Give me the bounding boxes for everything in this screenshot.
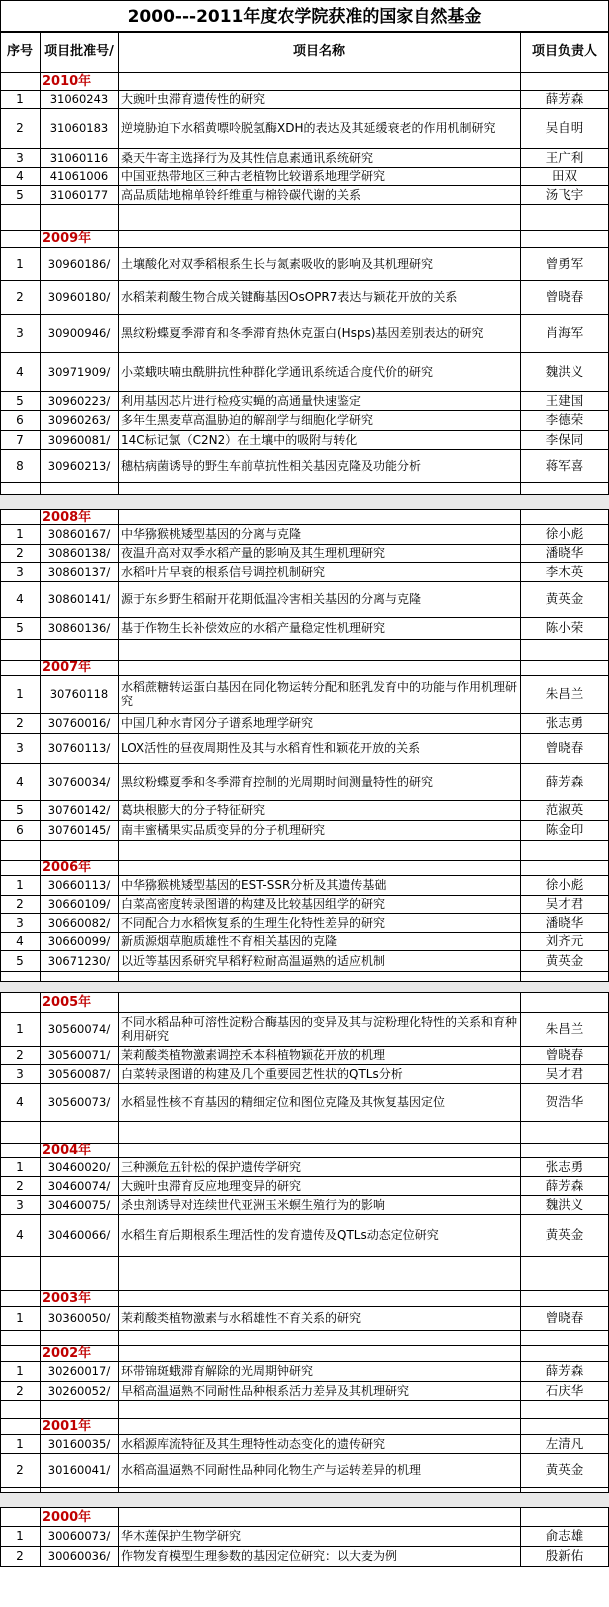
grid-line bbox=[118, 1290, 119, 1345]
row-project-name: 中国几种水青冈分子谱系地理学研究 bbox=[121, 716, 314, 730]
grid-line bbox=[118, 230, 119, 502]
row-project-name: 新质源烟草胞质雄性不育相关基因的克隆 bbox=[121, 934, 338, 948]
row-index: 1 bbox=[16, 1364, 24, 1378]
row-index: 2 bbox=[16, 121, 24, 135]
row-index: 4 bbox=[16, 1228, 24, 1242]
row-project-name: 源于东乡野生稻耐开花期低温冷害相关基因的分离与克隆 bbox=[121, 592, 422, 606]
row-project-name: 小菜蛾呋喃虫酰肼抗性种群化学通讯系统适合度代价的研究 bbox=[121, 364, 434, 379]
row-index: 5 bbox=[16, 393, 24, 408]
row-project-name: 早稻高温逼熟不同耐性品种根系活力差异及其机理研究 bbox=[121, 1383, 410, 1398]
row-person: 肖海军 bbox=[545, 325, 584, 340]
row-person: 潘晓华 bbox=[545, 914, 584, 930]
row-index: 3 bbox=[16, 1066, 24, 1081]
row-index: 2 bbox=[16, 1048, 24, 1062]
row-code: 30460066/ bbox=[47, 1228, 111, 1242]
grid-line bbox=[0, 204, 609, 205]
row-index: 2 bbox=[16, 1383, 24, 1398]
row-code: 31060243 bbox=[49, 92, 109, 106]
row-code: 30760118 bbox=[49, 687, 109, 701]
row-index: 1 bbox=[16, 527, 24, 541]
grid-line bbox=[118, 1345, 119, 1418]
row-code: 30760034/ bbox=[47, 774, 111, 789]
row-person: 陈小荣 bbox=[545, 620, 584, 635]
row-person: 黄英金 bbox=[545, 952, 584, 968]
row-index: 5 bbox=[16, 953, 24, 968]
row-project-name: 水稻显性核不育基因的精细定位和图位克隆及其恢复基因定位 bbox=[121, 1095, 446, 1109]
row-project-name: 水稻蔗糖转运蛋白基因在同化物运转分配和胚乳发育中的功能与作用机理研究 bbox=[121, 680, 518, 708]
grid-line bbox=[0, 1143, 1, 1290]
grid-line bbox=[40, 1508, 41, 1566]
grid-line bbox=[118, 32, 119, 72]
row-index: 3 bbox=[16, 150, 24, 165]
year-label: 2000年 bbox=[42, 1509, 92, 1525]
row-person: 曾晓春 bbox=[545, 740, 584, 755]
grid-line bbox=[118, 660, 119, 860]
grid-line bbox=[40, 510, 41, 660]
grid-line bbox=[520, 510, 521, 660]
row-code: 30760016/ bbox=[47, 716, 111, 730]
row-code: 30260052/ bbox=[47, 1383, 111, 1398]
row-project-name: 多年生黑麦草高温胁迫的解剖学与细胞化学研究 bbox=[121, 413, 374, 427]
year-label: 2004年 bbox=[42, 1143, 92, 1157]
grid-line bbox=[40, 230, 41, 502]
grid-line bbox=[0, 1290, 1, 1345]
row-code: 30660109/ bbox=[47, 897, 111, 911]
year-label: 2002年 bbox=[42, 1345, 92, 1361]
row-project-name: 白菜高密度转录图谱的构建及比较基因组学的研究 bbox=[121, 897, 386, 911]
row-code: 30860141/ bbox=[47, 592, 111, 606]
grid-line bbox=[40, 1418, 41, 1500]
year-label: 2003年 bbox=[42, 1290, 92, 1306]
row-code: 30360050/ bbox=[47, 1311, 111, 1325]
row-code: 30460020/ bbox=[47, 1159, 111, 1174]
row-code: 30960180/ bbox=[47, 290, 111, 304]
row-project-name: 水稻茉莉酸生物合成关键酶基因OsOPR7表达与颖花开放的关系 bbox=[121, 290, 458, 304]
grid-line bbox=[0, 482, 609, 483]
row-person: 张志勇 bbox=[545, 715, 584, 730]
grid-line bbox=[520, 1290, 521, 1345]
grid-line bbox=[0, 1256, 609, 1257]
row-project-name: 大豌叶虫滞育遗传性的研究 bbox=[121, 92, 266, 106]
row-index: 5 bbox=[16, 187, 24, 202]
grid-line bbox=[0, 840, 609, 841]
grid-line bbox=[40, 1345, 41, 1418]
row-person: 曾晓春 bbox=[545, 1310, 584, 1325]
row-code: 31060183 bbox=[49, 121, 109, 135]
grid-line bbox=[520, 660, 521, 860]
grid-line bbox=[0, 230, 1, 502]
row-code: 30260017/ bbox=[47, 1364, 111, 1378]
row-project-name: 水稻源库流特征及其生理特性动态变化的遗传研究 bbox=[121, 1436, 386, 1451]
row-person: 曾勇军 bbox=[545, 255, 584, 271]
row-index: 1 bbox=[16, 92, 24, 106]
row-code: 30660082/ bbox=[47, 915, 111, 930]
row-code: 30760142/ bbox=[47, 803, 111, 817]
year-label: 2001年 bbox=[42, 1418, 92, 1434]
row-project-name: 黑纹粉蝶夏季和冬季滞育控制的光周期时间测量特性的研究 bbox=[121, 774, 434, 789]
row-project-name: 利用基因芯片进行检疫实蝇的高通量快速鉴定 bbox=[121, 393, 362, 408]
grid-line bbox=[520, 993, 521, 1143]
header-code: 项目批准号/ bbox=[44, 44, 114, 59]
grid-line bbox=[0, 510, 1, 660]
row-code: 31060177 bbox=[49, 187, 109, 202]
row-person: 贺浩华 bbox=[545, 1094, 584, 1109]
row-project-name: 茉莉酸类植物激素与水稻雄性不育关系的研究 bbox=[121, 1311, 362, 1325]
row-code: 30960213/ bbox=[47, 458, 111, 473]
grid-line bbox=[118, 860, 119, 985]
row-index: 5 bbox=[16, 621, 24, 635]
row-person: 黄英金 bbox=[545, 1227, 584, 1242]
grid-line bbox=[520, 1418, 521, 1500]
row-person: 刘齐元 bbox=[545, 933, 584, 948]
row-person: 王广利 bbox=[545, 149, 584, 165]
row-code: 30160035/ bbox=[47, 1436, 111, 1451]
row-code: 30960081/ bbox=[47, 432, 111, 447]
row-index: 4 bbox=[16, 364, 24, 379]
year-label: 2005年 bbox=[42, 995, 92, 1010]
row-code: 30860137/ bbox=[47, 564, 111, 579]
grid-line bbox=[0, 1330, 609, 1331]
row-code: 30460075/ bbox=[47, 1197, 111, 1212]
row-index: 4 bbox=[16, 592, 24, 606]
row-code: 30460074/ bbox=[47, 1178, 111, 1193]
row-project-name: 14C标记氯（C2N2）在土壤中的吸附与转化 bbox=[121, 432, 358, 447]
grid-line bbox=[118, 1418, 119, 1500]
grid-line bbox=[0, 993, 1, 1143]
grid-line bbox=[520, 1508, 521, 1566]
row-person: 王建国 bbox=[545, 392, 584, 408]
row-project-name: 作物发育模型生理参数的基因定位研究：以大麦为例 bbox=[121, 1549, 398, 1563]
grid-line bbox=[0, 1566, 609, 1567]
row-person: 陈金印 bbox=[545, 822, 584, 837]
row-index: 3 bbox=[16, 741, 24, 755]
grid-line bbox=[0, 1345, 1, 1418]
row-project-name: 夜温升高对双季水稻产量的影响及其生理机理研究 bbox=[121, 546, 386, 560]
row-person: 薛芳森 bbox=[545, 773, 584, 789]
row-index: 5 bbox=[16, 803, 24, 817]
grid-line bbox=[0, 1400, 609, 1401]
grid-line bbox=[0, 1487, 609, 1488]
row-index: 2 bbox=[16, 290, 24, 304]
row-project-name: 南丰蜜橘果实品质变异的分子机理研究 bbox=[121, 823, 326, 837]
row-code: 30060036/ bbox=[47, 1549, 111, 1563]
row-index: 1 bbox=[16, 1529, 24, 1543]
grid-line bbox=[40, 660, 41, 860]
grid-line bbox=[40, 72, 41, 230]
row-person: 俞志雄 bbox=[545, 1528, 584, 1543]
grid-line bbox=[0, 639, 609, 640]
row-code: 30860138/ bbox=[47, 546, 111, 560]
grid-line bbox=[118, 1508, 119, 1566]
row-code: 30660099/ bbox=[47, 934, 111, 948]
row-person: 汤飞宇 bbox=[545, 186, 584, 202]
row-person: 朱昌兰 bbox=[545, 686, 584, 701]
grid-line bbox=[118, 510, 119, 660]
row-index: 4 bbox=[16, 774, 24, 789]
row-code: 31060116 bbox=[49, 150, 109, 165]
row-index: 1 bbox=[16, 878, 24, 892]
row-person: 石庆华 bbox=[545, 1382, 584, 1398]
row-code: 30860167/ bbox=[47, 527, 111, 541]
row-code: 30760145/ bbox=[47, 823, 111, 837]
row-person: 薛芳森 bbox=[545, 91, 584, 106]
grid-line bbox=[0, 860, 1, 985]
row-project-name: 白菜转录图谱的构建及几个重要园艺性状的QTLs分析 bbox=[121, 1066, 403, 1081]
grid-line bbox=[118, 993, 119, 1143]
row-code: 30860136/ bbox=[47, 621, 111, 635]
row-project-name: 穗枯病菌诱导的野生车前草抗性相关基因克隆及功能分析 bbox=[121, 458, 422, 473]
row-project-name: 茉莉酸类植物激素调控禾本科植物颖花开放的机理 bbox=[121, 1048, 386, 1062]
row-person: 李德荣 bbox=[545, 412, 584, 427]
grid-line bbox=[40, 1143, 41, 1290]
row-project-name: 水稻高温逼熟不同耐性品种同化物生产与运转差异的机理 bbox=[121, 1463, 422, 1477]
row-project-name: 土壤酸化对双季稻根系生长与氮素吸收的影响及其机理研究 bbox=[121, 256, 434, 271]
row-code: 30660113/ bbox=[47, 878, 111, 892]
row-project-name: LOX活性的昼夜周期性及其与水稻育性和颖花开放的关系 bbox=[121, 741, 421, 755]
row-person: 薛芳森 bbox=[545, 1363, 584, 1378]
row-person: 李保同 bbox=[545, 431, 584, 447]
grid-line bbox=[40, 860, 41, 985]
row-code: 30760113/ bbox=[47, 741, 111, 755]
row-index: 3 bbox=[16, 326, 24, 340]
grid-line bbox=[118, 1143, 119, 1290]
year-label: 2008年 bbox=[42, 510, 92, 524]
grid-line bbox=[0, 660, 1, 860]
header-person: 项目负责人 bbox=[531, 44, 597, 59]
grid-line bbox=[118, 72, 119, 230]
row-project-name: 以近等基因系研究早稻籽粒耐高温逼熟的适应机制 bbox=[121, 953, 386, 968]
row-code: 30160041/ bbox=[47, 1463, 111, 1477]
header-no: 序号 bbox=[6, 44, 33, 59]
row-project-name: 华木莲保护生物学研究 bbox=[121, 1529, 242, 1543]
row-code: 30560073/ bbox=[47, 1095, 111, 1109]
page-title: 2000---2011年度农学院获准的国家自然基金 bbox=[0, 0, 609, 32]
grid-line bbox=[520, 230, 521, 502]
row-code: 30560087/ bbox=[47, 1066, 111, 1081]
page-break-divider bbox=[0, 981, 609, 993]
row-project-name: 杀虫剂诱导对连续世代亚洲玉米螟生殖行为的影响 bbox=[121, 1197, 386, 1212]
row-person: 魏洪义 bbox=[545, 363, 584, 379]
row-project-name: 逆境胁迫下水稻黄嘌呤脱氢酶XDH的表达及其延缓衰老的作用机制研究 bbox=[121, 121, 496, 135]
row-project-name: 中华猕猴桃矮型基因的EST-SSR分析及其遗传基础 bbox=[121, 878, 387, 892]
grid-line bbox=[0, 1508, 1, 1566]
row-person: 黄英金 bbox=[545, 1462, 584, 1477]
row-index: 4 bbox=[16, 934, 24, 948]
row-person: 黄英金 bbox=[545, 591, 584, 606]
row-project-name: 不同配合力水稻恢复系的生理生化特性差异的研究 bbox=[121, 915, 386, 930]
year-label: 2006年 bbox=[42, 860, 92, 875]
grid-line bbox=[40, 1290, 41, 1345]
grid-line bbox=[40, 993, 41, 1143]
row-person: 殷新佑 bbox=[545, 1548, 584, 1563]
row-project-name: 环带锦斑蛾滞育解除的光周期钟研究 bbox=[121, 1364, 314, 1378]
row-project-name: 三种濒危五针松的保护遗传学研究 bbox=[121, 1159, 302, 1174]
year-label: 2009年 bbox=[42, 231, 92, 246]
row-project-name: 中国亚热带地区三种古老植物比较谱系地理学研究 bbox=[121, 169, 386, 183]
row-person: 曾晓春 bbox=[545, 289, 584, 304]
row-code: 30960223/ bbox=[47, 393, 111, 408]
row-code: 30960186/ bbox=[47, 256, 111, 271]
row-index: 6 bbox=[16, 823, 24, 837]
row-index: 1 bbox=[16, 687, 24, 701]
row-index: 3 bbox=[16, 564, 24, 579]
row-index: 1 bbox=[16, 1436, 24, 1451]
row-person: 徐小彪 bbox=[545, 877, 584, 892]
page-break-divider bbox=[0, 1492, 609, 1508]
row-person: 吴才君 bbox=[545, 1065, 584, 1081]
row-person: 左清凡 bbox=[545, 1435, 584, 1451]
grid-line bbox=[520, 860, 521, 985]
grid-line bbox=[520, 72, 521, 230]
row-index: 7 bbox=[16, 432, 24, 447]
row-code: 30960263/ bbox=[47, 413, 111, 427]
row-person: 潘晓华 bbox=[545, 545, 584, 560]
row-person: 薛芳森 bbox=[545, 1177, 584, 1193]
grid-line bbox=[0, 971, 609, 972]
row-index: 2 bbox=[16, 1463, 24, 1477]
row-project-name: 黑纹粉蝶夏季滞育和冬季滞育热休克蛋白(Hsps)基因差别表达的研究 bbox=[121, 326, 484, 340]
row-code: 30560071/ bbox=[47, 1048, 111, 1062]
grid-line bbox=[0, 1418, 1, 1500]
row-code: 30671230/ bbox=[47, 953, 111, 968]
row-index: 3 bbox=[16, 1197, 24, 1212]
row-person: 李木英 bbox=[545, 563, 584, 579]
row-project-name: 桑天牛寄主选择行为及其性信息素通讯系统研究 bbox=[121, 150, 374, 165]
row-index: 2 bbox=[16, 1178, 24, 1193]
row-person: 徐小彪 bbox=[545, 526, 584, 541]
row-project-name: 水稻生育后期根系生理活性的发育遗传及QTLs动态定位研究 bbox=[121, 1228, 439, 1242]
row-index: 2 bbox=[16, 1549, 24, 1563]
grid-line bbox=[0, 1121, 609, 1122]
row-project-name: 水稻叶片早衰的根系信号调控机制研究 bbox=[121, 564, 326, 579]
grid-line bbox=[0, 32, 1, 72]
row-person: 魏洪义 bbox=[545, 1196, 584, 1212]
row-project-name: 不同水稻品种可溶性淀粉合酶基因的变异及其与淀粉理化特性的关系和育种利用研究 bbox=[121, 1015, 518, 1043]
page-break-divider bbox=[0, 494, 609, 510]
row-person: 张志勇 bbox=[545, 1158, 584, 1174]
row-person: 曾晓春 bbox=[545, 1047, 584, 1062]
row-code: 30060073/ bbox=[47, 1529, 111, 1543]
row-project-name: 中华猕猴桃矮型基因的分离与克隆 bbox=[121, 527, 302, 541]
row-person: 田双 bbox=[551, 168, 577, 183]
row-project-name: 高品质陆地棉单铃纤维重与棉铃碳代谢的关系 bbox=[121, 187, 362, 202]
row-index: 2 bbox=[16, 546, 24, 560]
row-index: 4 bbox=[16, 1095, 24, 1109]
row-index: 1 bbox=[16, 1159, 24, 1174]
row-person: 吴才君 bbox=[545, 896, 584, 911]
row-index: 1 bbox=[16, 256, 24, 271]
row-person: 吴自明 bbox=[545, 120, 584, 135]
row-project-name: 大豌叶虫滞育反应地理变异的研究 bbox=[121, 1178, 302, 1193]
row-index: 4 bbox=[16, 169, 24, 183]
grid-line bbox=[0, 32, 609, 33]
row-index: 2 bbox=[16, 716, 24, 730]
row-person: 范淑英 bbox=[545, 802, 584, 817]
year-label: 2007年 bbox=[42, 660, 92, 675]
row-code: 30971909/ bbox=[47, 364, 111, 379]
grid-line bbox=[520, 1345, 521, 1418]
row-index: 3 bbox=[16, 915, 24, 930]
grid-line bbox=[520, 32, 521, 72]
row-person: 朱昌兰 bbox=[545, 1021, 584, 1036]
header-name: 项目名称 bbox=[292, 44, 345, 59]
row-code: 30560074/ bbox=[47, 1022, 111, 1036]
row-person: 蒋军喜 bbox=[545, 457, 584, 473]
row-index: 1 bbox=[16, 1311, 24, 1325]
grid-line bbox=[40, 32, 41, 72]
row-code: 30900946/ bbox=[47, 326, 111, 340]
row-code: 41061006 bbox=[49, 169, 109, 183]
row-project-name: 基于作物生长补偿效应的水稻产量稳定性机理研究 bbox=[121, 621, 386, 635]
row-index: 1 bbox=[16, 1022, 24, 1036]
row-project-name: 葛块根膨大的分子特征研究 bbox=[121, 803, 266, 817]
year-label: 2010年 bbox=[42, 73, 92, 89]
row-index: 6 bbox=[16, 413, 24, 427]
row-index: 8 bbox=[16, 458, 24, 473]
row-index: 2 bbox=[16, 897, 24, 911]
grid-line bbox=[520, 1143, 521, 1290]
grid-line bbox=[0, 72, 1, 230]
